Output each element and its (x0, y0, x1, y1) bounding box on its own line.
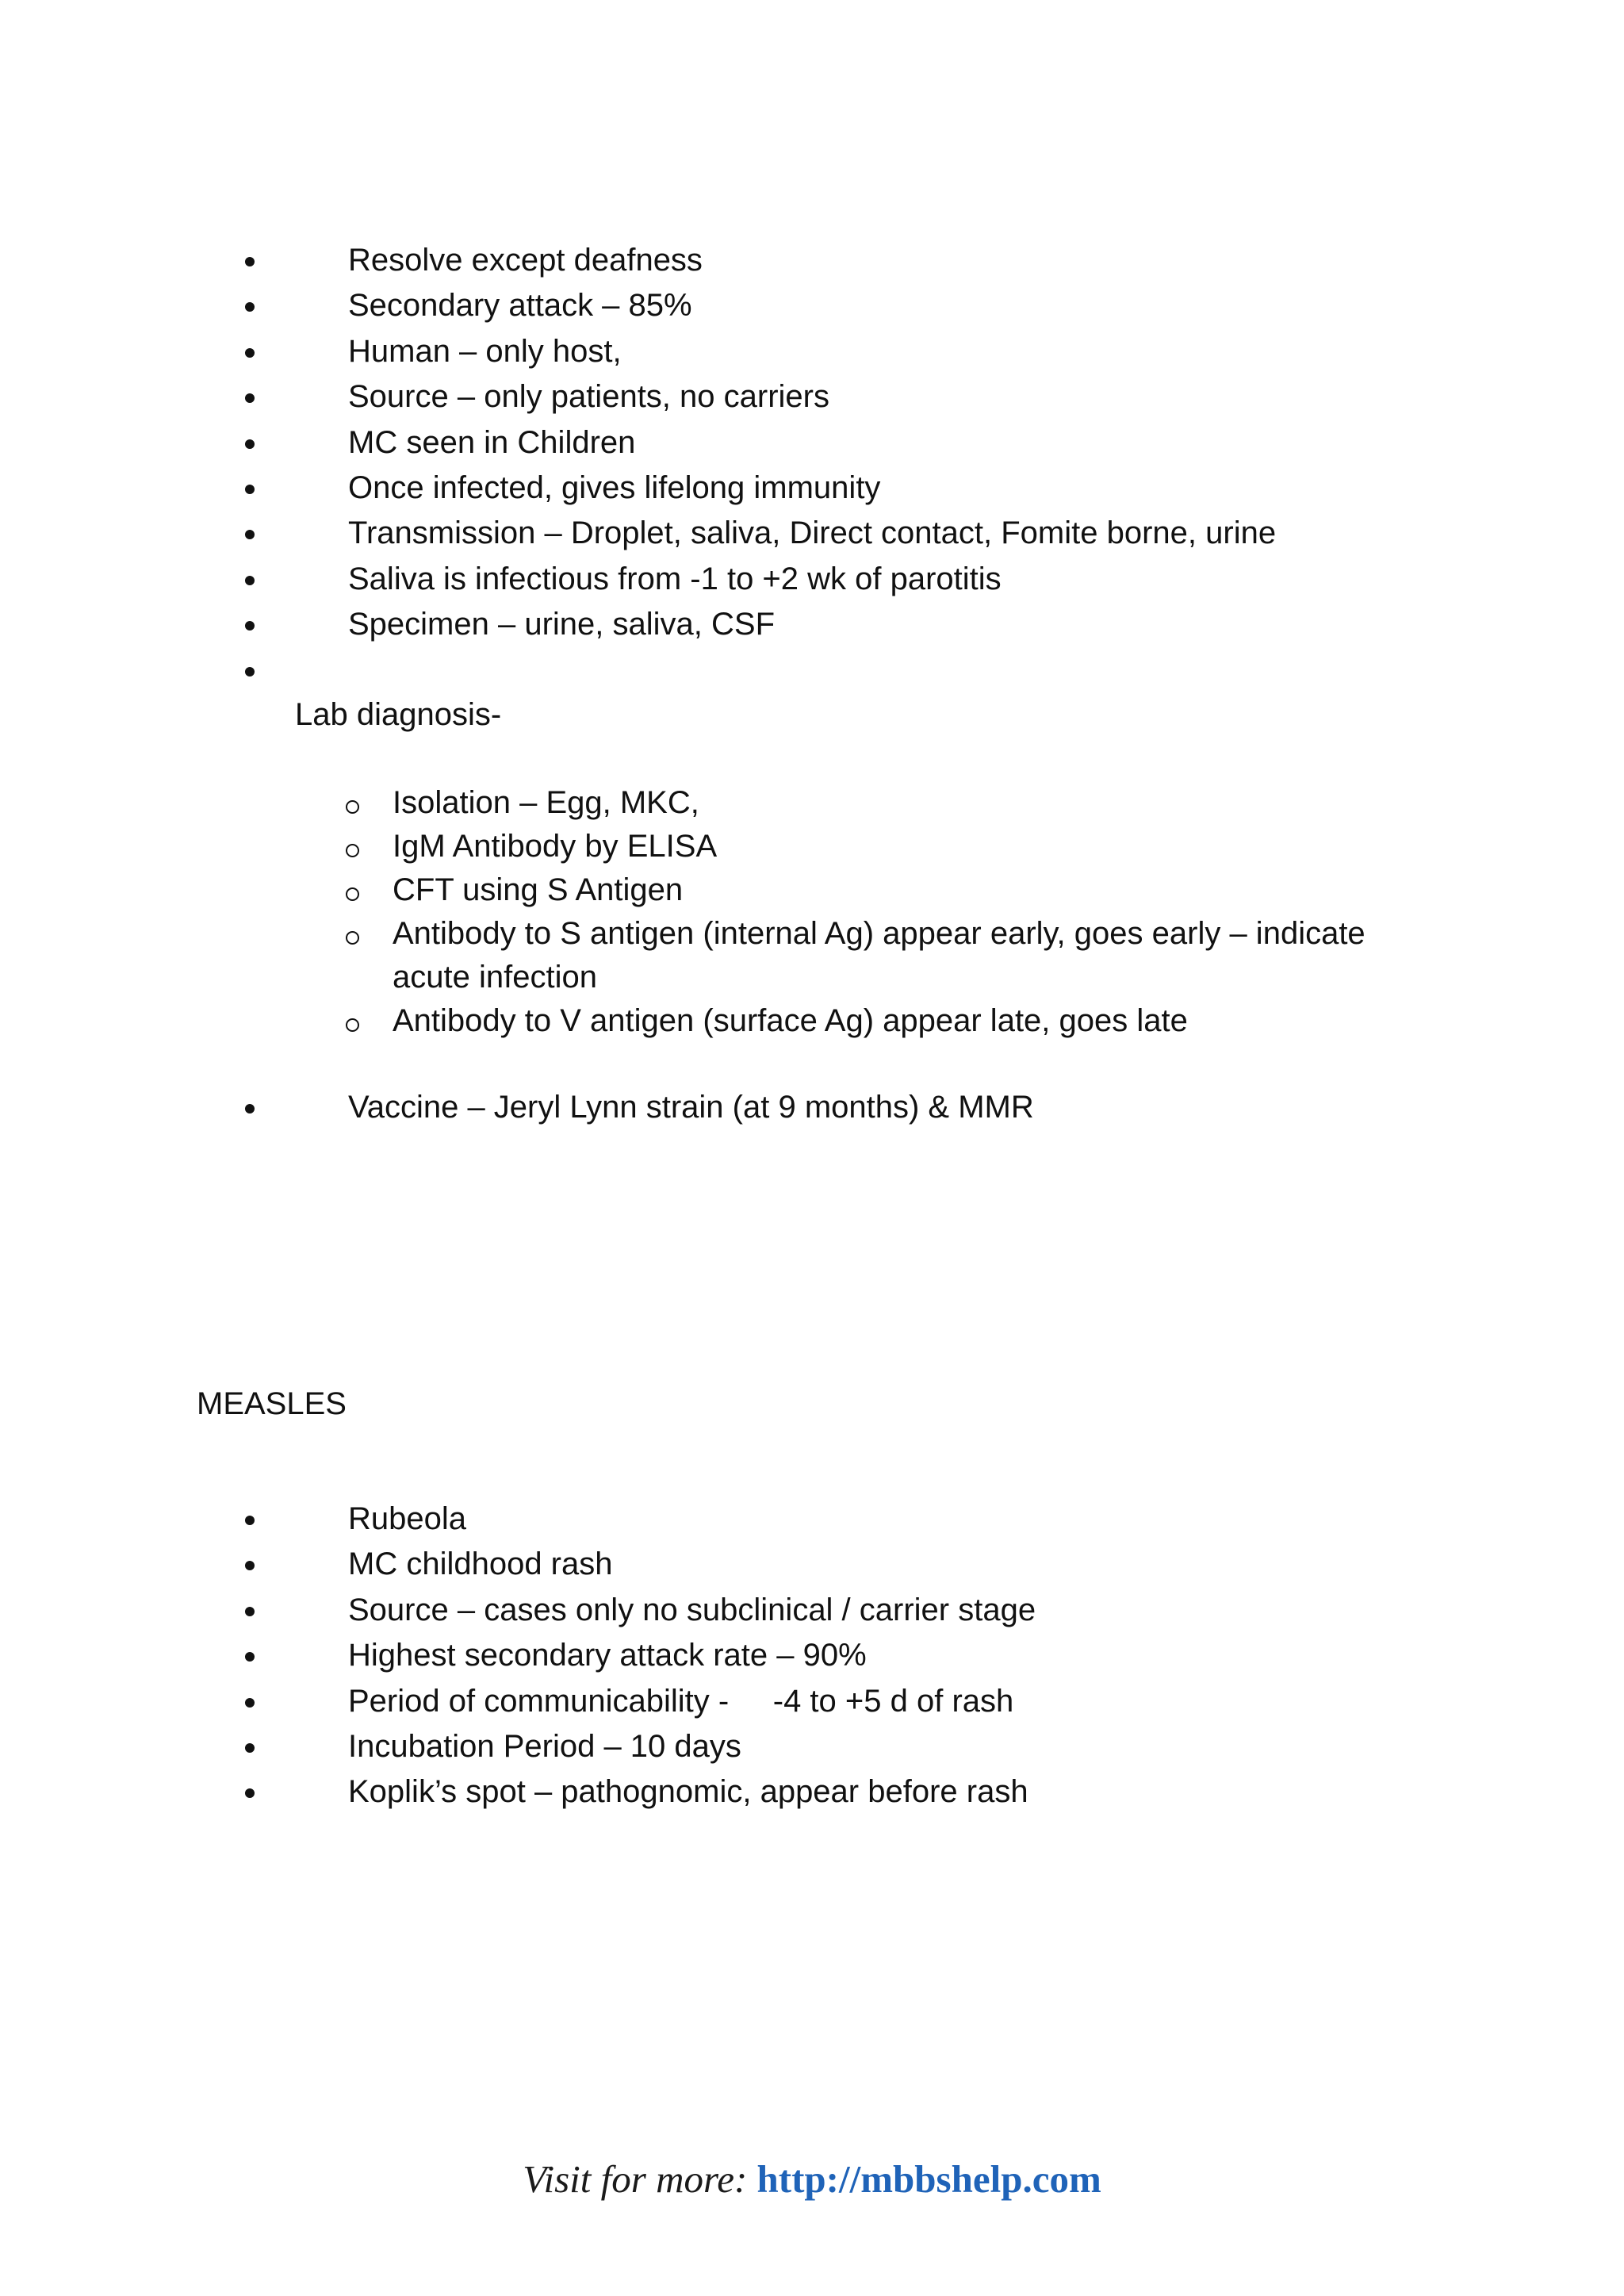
bullet-icon (245, 1788, 255, 1798)
bullet-icon (245, 530, 255, 539)
hollow-circle-bullet-icon (346, 1018, 359, 1032)
list-item-text: CFT using S Antigen (393, 872, 684, 907)
footer (0, 2156, 1624, 2203)
list-item-text: Once infected, gives lifelong immunity (348, 470, 881, 505)
bullet-icon (245, 621, 255, 631)
list-item-text: Highest secondary attack rate – 90% (348, 1638, 867, 1673)
bullet-icon (245, 667, 255, 677)
list-item-text: Saliva is infectious from -1 to +2 wk of parotitis (348, 561, 1002, 596)
hollow-circle-bullet-icon (346, 844, 359, 857)
list-item-text: Koplik’s spot – pathognomic, appear before rash (348, 1774, 1028, 1810)
bullet-icon (245, 1516, 255, 1525)
bullet-icon (245, 257, 255, 266)
list-item-text: Incubation Period – 10 days (348, 1728, 741, 1764)
bullet-icon (245, 348, 255, 358)
list-item-text: Vaccine – Jeryl Lynn strain (at 9 months) & MMR (348, 1090, 1034, 1125)
bullet-icon (245, 1652, 255, 1662)
bullet-icon (245, 1698, 255, 1708)
list-item-text: Isolation – Egg, MKC, (393, 785, 699, 820)
list-item-text: IgM Antibody by ELISA (393, 829, 718, 864)
lab-diagnosis-list (0, 781, 1423, 1043)
list-item-text: Specimen – urine, saliva, CSF (348, 607, 776, 642)
hollow-circle-bullet-icon (346, 800, 359, 814)
hollow-circle-bullet-icon (346, 887, 359, 901)
list-item-text: Antibody to S antigen (internal Ag) appear early, goes early – indicate acute infection (393, 916, 1365, 995)
list-item-text: Source – only patients, no carriers (348, 379, 829, 415)
list-item-text: MC seen in Children (348, 424, 636, 460)
list-item-text: Secondary attack – 85% (348, 288, 692, 324)
bullet-icon (245, 1607, 255, 1616)
bullet-icon (245, 439, 255, 449)
list-item-text: Transmission – Droplet, saliva, Direct contact, Fomite borne, urine (348, 516, 1277, 551)
list-item-text: Period of communicability - -4 to +5 d of rash (348, 1683, 1014, 1719)
footer-label: Visit for more: (523, 2157, 748, 2201)
list-item (0, 912, 1423, 999)
bullet-icon (245, 393, 255, 403)
list-item-text: MC childhood rash (348, 1547, 613, 1582)
lab-diagnosis-heading: Lab diagnosis- (295, 697, 502, 732)
list-item-text: Source – cases only no subclinical / carrier stage (348, 1592, 1036, 1627)
bullet-icon (245, 576, 255, 585)
list-item-text: Antibody to V antigen (surface Ag) appear late, goes late (393, 1003, 1188, 1038)
bullet-icon (245, 1743, 255, 1753)
list-item-text: Human – only host, (348, 333, 622, 369)
bullet-icon (245, 485, 255, 494)
list-item (0, 999, 1423, 1043)
bullet-icon (245, 1104, 255, 1114)
list-item-text: Rubeola (348, 1501, 467, 1536)
footer-link[interactable]: http://mbbshelp.com (756, 2157, 1101, 2201)
bullet-icon (245, 1561, 255, 1570)
hollow-circle-bullet-icon (346, 931, 359, 945)
bullet-icon (245, 302, 255, 312)
list-item (0, 781, 1423, 825)
list-item (0, 825, 1423, 868)
list-item-text: Resolve except deafness (348, 243, 703, 278)
measles-heading: MEASLES (197, 1386, 347, 1421)
list-item (0, 868, 1423, 912)
